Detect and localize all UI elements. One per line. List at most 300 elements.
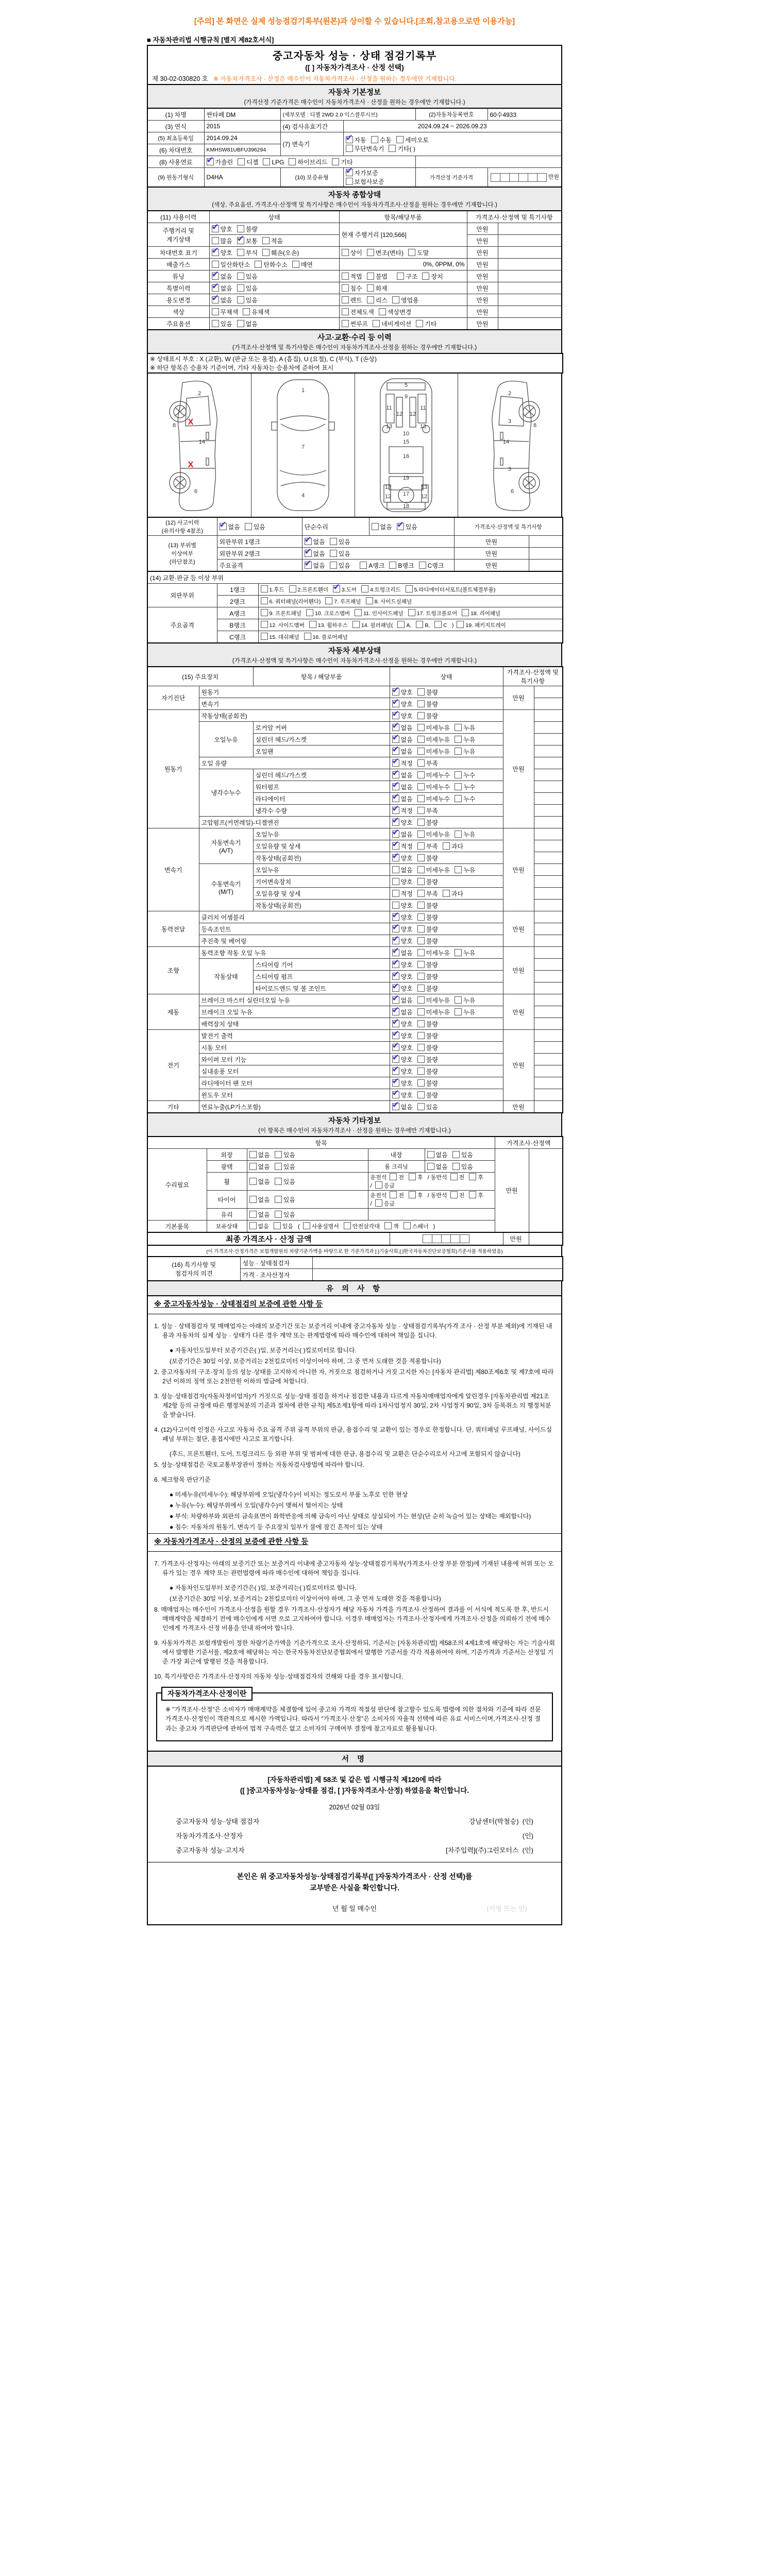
checkbox-unchecked[interactable]: B랭크 [389,561,414,570]
checkbox-unchecked[interactable]: 불량 [417,1091,438,1099]
cell [339,318,467,330]
rank-c: C랭크 [217,631,258,643]
checkbox-unchecked[interactable]: 불량 [417,1043,438,1052]
checkbox-unchecked[interactable]: 렌트 [342,296,362,304]
checkbox-unchecked[interactable]: 6. 쿼터패널(리어휀다) [261,597,321,605]
cell: 워터펌프 [253,781,390,793]
checkbox-unchecked[interactable]: 있음 [237,272,258,281]
sub-mt: 수동변속기 (M/T) [199,864,253,911]
checkbox-unchecked[interactable]: 있음 [452,1150,473,1159]
checkbox-unchecked[interactable]: 장치 [422,272,443,281]
checkbox-unchecked[interactable]: 도말 [408,248,429,257]
checkbox-checked[interactable]: ✔자가보증 [346,168,378,177]
blank-cell [498,247,562,259]
label-room-cleaning: 룸 크리닝 [368,1161,425,1173]
checkbox-unchecked[interactable]: 누유 [455,996,475,1005]
section-overall-header [147,187,562,211]
checkbox-checked[interactable]: ✔ 3.도어 [333,585,357,594]
checkbox-checked[interactable]: ✔ 양호 [392,1079,413,1088]
cell [390,1065,503,1077]
blank-cell [534,840,563,852]
checkbox-unchecked[interactable]: LPG [263,158,284,166]
blank-cell [534,1089,563,1101]
checkbox-checked[interactable]: ✔ 양호 [392,688,413,697]
checkbox-unchecked[interactable]: 누유 [455,747,475,756]
checkbox-unchecked[interactable]: 있음 [417,1103,438,1111]
checkbox-checked[interactable]: ✔ 양호 [392,960,413,969]
checkbox-checked[interactable]: ✔ 양호 [392,972,413,981]
checkbox-unchecked[interactable]: 1.후드 [261,585,284,594]
definition-box-body: ※ "가격조사·산정"은 소비자가 매매계약을 체결함에 있어 중고차 가격의 적절성 판단에 참고할수 있도록 법령에 의한 절차와 기준에 따라 전문 가격조사·산정인이 객관적으로 제시한 가액입니다. 따라서 "가격조사·산정"은 소비자의 자율적 선택에 따른 유료 서비스이며,가격조사·산정 결과는 중고차 가격판단에 관하여 법적 구속력은 없고 소비자의 구매여부 결정에 참고자료로 활용됩니다. [165,1705,541,1732]
checkbox-unchecked[interactable]: 불량 [417,700,438,708]
checkbox-unchecked[interactable]: 전 [450,1191,465,1199]
checkbox-checked[interactable]: ✔ 없음 [392,723,413,732]
text-fragment: ( [298,1224,300,1230]
checkbox-unchecked[interactable]: 적법 [342,272,362,281]
checkbox-unchecked[interactable]: 미세누수 [417,783,450,791]
checkbox-unchecked[interactable]: 없음 [249,1162,270,1171]
checkbox-unchecked[interactable]: 불량 [417,1067,438,1076]
signature-or-seal-hint: (서명 또는 인) [486,1904,527,1912]
checkbox-checked[interactable]: ✔양호 [212,225,232,233]
cell [390,769,503,781]
checkbox-unchecked[interactable]: 불량 [417,711,438,720]
checkbox-unchecked[interactable]: 전 [390,1173,404,1181]
checkbox-unchecked[interactable]: 미세누수 [417,771,450,779]
blank-cell [529,536,563,548]
checkbox-checked[interactable]: ✔ 양호 [392,1043,413,1052]
checkbox-unchecked[interactable]: 전 [390,1191,404,1199]
checkbox-unchecked[interactable]: 불법 [367,272,388,281]
checkbox-unchecked[interactable]: 있음 [237,284,258,293]
document-title: 중고자동차 성능 · 상태 점검기록부 [272,50,437,62]
checkbox-unchecked[interactable]: 있음 [212,319,232,328]
checkbox-unchecked[interactable]: 과다 [443,842,463,851]
checkbox-unchecked[interactable]: 무단변속기 [346,144,384,153]
checkbox-unchecked[interactable]: 미세누유 [417,747,450,756]
checkbox-unchecked[interactable]: 누유 [455,948,475,957]
panel-number: 9 [405,394,408,400]
checkbox-checked[interactable]: ✔ 없음 [212,284,232,293]
blank-cell [534,1006,563,1018]
checkbox-unchecked[interactable]: 기타( ) [389,144,415,153]
checkbox-checked[interactable]: ✔ 양호 [392,711,413,720]
checkbox-checked[interactable]: ✔ 없음 [392,1008,413,1016]
checkbox-unchecked[interactable]: 전 [450,1173,465,1181]
checkbox-unchecked[interactable]: 17. 트렁크플로어 [408,609,457,617]
checkbox-checked[interactable]: ✔ 적정 [392,806,413,815]
checkbox-unchecked[interactable]: 매연 [292,260,313,269]
checkbox-unchecked[interactable]: 기타 [332,158,352,166]
signer-value: 강남센터(박철승) [468,1817,519,1825]
checkbox-unchecked[interactable]: 7. 루프패널 [325,597,361,605]
checkbox-unchecked[interactable]: 미세누유 [417,866,450,874]
submodel-value: (세부모델 : 디젤 2WD 2.0 익스클루시브) [280,108,415,121]
base-price-boxes: 만원 [488,168,562,188]
cell: 와이퍼 모터 기능 [199,1054,390,1065]
section-other-header [147,1112,562,1137]
blank-cell [498,306,562,318]
precaution-paragraph: 2. 중고자동차의 구조·장치 등의 성능·상태를 고지하지 아니한 자, 거짓으로 점검하거나 거짓 고지한 자는 [자동차 관리법] 제80조제6호 및 제7호에 따라 2년 이하의 징역 또는 2천만원 이하의 벌금에 처합니다. [154,1368,554,1385]
checkbox-unchecked[interactable]: 부식 [237,248,258,257]
checkbox-unchecked[interactable]: 없음 [249,1150,270,1159]
checkbox-unchecked[interactable]: 있음 [275,1210,295,1219]
precautions-body [147,1295,562,1752]
checkbox-unchecked[interactable]: 13. 휠하우스 [309,621,348,629]
checkbox-unchecked[interactable]: 불량 [417,1079,438,1088]
checkbox-unchecked[interactable]: 누수 [455,783,475,791]
cell: 로커암 커버 [253,722,390,734]
cell [390,971,503,982]
checkbox-unchecked[interactable]: 유채색 [243,308,270,316]
section-title: 서 명 [341,1755,368,1764]
odometer-value: 현재 주행거리 [120,566] [339,223,467,247]
checkbox-unchecked[interactable]: 18. 리어패널 [462,609,500,617]
checkbox-checked[interactable]: ✔ 없음 [305,561,325,570]
checkbox-unchecked[interactable]: 불량 [417,960,438,969]
checkbox-unchecked[interactable]: 훼손(오손) [262,248,299,257]
checkbox-unchecked[interactable]: 미세누유 [417,1008,450,1016]
col-item-part: 항목 / 해당부품 [253,667,390,686]
checkbox-unchecked[interactable]: 불량 [417,688,438,697]
checkbox-checked[interactable]: ✔없음 [220,522,240,531]
cell: 만원 [503,1030,534,1101]
checkbox-checked[interactable]: ✔ 적정 [392,759,413,768]
label-simple-repair: 단순수리 [302,517,369,536]
panel-number: 14 [503,439,510,445]
checkbox-unchecked[interactable]: 10. 크로스멤버 [306,609,350,617]
checkbox-unchecked[interactable]: 미세누수 [417,794,450,803]
checkbox-checked[interactable]: ✔ 없음 [212,272,232,281]
checkbox-unchecked[interactable]: 후 [469,1191,483,1199]
checkbox-unchecked[interactable]: 14. 필러패널( [352,621,393,629]
checkbox-unchecked[interactable]: 안전삼각대 [344,1222,380,1230]
checkbox-unchecked[interactable]: A, [397,621,411,629]
checkbox-unchecked[interactable]: 2.프론트휀더 [289,585,328,594]
checkbox-unchecked[interactable]: 16. 플로어패널 [304,633,348,641]
checkbox-unchecked[interactable]: 누유 [455,830,475,839]
label-transmission: (7) 변속기 [280,132,343,156]
checkbox-checked[interactable]: ✔ 양호 [392,937,413,945]
cell: 오일 유량 [199,757,390,769]
rank-1: 1랭크 [217,584,258,596]
checkbox-unchecked[interactable]: 미세누유 [417,735,450,744]
checkbox-unchecked[interactable]: 썬루프 [342,319,368,328]
checkbox-unchecked[interactable]: 변조(변타) [367,248,404,257]
checkbox-unchecked[interactable]: 없음 [392,866,413,874]
cell: 만원 [495,1149,529,1233]
status-symbol-legend: ※ 상태표시 부호 : X (교환), W (판금 또는 용접), A (흠집), U (요철), C (부식), T (손상) ※ 하단 항목은 승용차 기준이며, 기타 자동차는 승용차에 준하여 표시 [147,353,563,373]
checkbox-unchecked[interactable]: 후 [409,1173,423,1181]
section-title: 유 의 사 항 [326,1285,383,1293]
checkbox-unchecked[interactable]: 부족 [417,842,438,851]
buyer-confirm-line1: 본인은 위 중고자동차성능·상태점검기록부([ ]자동차가격조사 · 산정 선택)를 [237,1872,473,1880]
section-basic-info-header [147,84,562,109]
overall-condition-table [147,210,562,330]
checkbox-unchecked[interactable]: 불량 [417,972,438,981]
checkbox-unchecked[interactable]: 적정 [392,889,413,898]
checkbox-checked[interactable]: ✔ 없음 [212,296,232,304]
checkbox-unchecked[interactable]: 디젤 [238,158,258,166]
checkbox-unchecked[interactable]: 영업용 [392,296,419,304]
checkbox-checked[interactable]: ✔ 없음 [392,948,413,957]
checkbox-unchecked[interactable]: 불량 [417,1031,438,1040]
checkbox-checked[interactable]: ✔ 양호 [392,984,413,993]
checkbox-checked[interactable]: ✔ 보통 [237,236,258,245]
checkbox-unchecked[interactable]: 구조 [397,272,417,281]
buyer-date-line: 년 월 일 매수인 [332,1904,377,1912]
blank-cell [534,1042,563,1054]
checkbox-unchecked[interactable]: 19. 패키지트레이 [457,621,506,629]
checkbox-unchecked[interactable]: 보험사보증 [346,177,384,186]
checkbox-unchecked[interactable]: 있음 [275,1177,295,1186]
cell [390,710,503,722]
checkbox-unchecked[interactable]: 없음 [237,319,258,328]
checkbox-unchecked[interactable]: 미세누유 [417,996,450,1005]
checkbox-unchecked[interactable]: 없음 [249,1222,269,1230]
label-engine-type: (9) 원동기형식 [147,168,204,188]
checkbox-checked[interactable]: ✔ 양호 [392,925,413,934]
checkbox-unchecked[interactable]: 세미오토 [396,135,429,144]
checkbox-checked[interactable]: ✔ 없음 [392,771,413,779]
panel-number: 3 [508,466,512,472]
blank-cell [534,698,563,710]
checkbox-checked[interactable]: ✔ 양호 [392,1031,413,1040]
checkbox-unchecked[interactable]: 스패너 [404,1222,429,1230]
checkbox-unchecked[interactable]: 불량 [237,225,258,233]
checkbox-checked[interactable]: ✔ 없음 [392,996,413,1005]
cell [390,935,503,947]
cell: 만원 [467,306,498,318]
checkbox-checked[interactable]: ✔ 양호 [392,700,413,708]
checkbox-checked[interactable]: ✔ 양호 [212,248,232,257]
checkbox-unchecked[interactable]: 불량 [417,818,438,827]
checkbox-checked[interactable]: ✔ 양호 [392,913,413,922]
checkbox-unchecked[interactable]: 불량 [417,1020,438,1028]
checkbox-unchecked[interactable]: 색상변경 [379,308,411,316]
checkbox-unchecked[interactable]: 불량 [417,984,438,993]
checkbox-unchecked[interactable]: 15. 대쉬패널 [261,633,299,641]
cell: 만원 [503,710,534,828]
checkbox-unchecked[interactable]: 탄화수소 [255,260,287,269]
checkbox-unchecked[interactable]: 후 [469,1173,483,1181]
blank-cell [534,935,563,947]
blank-cell [529,548,563,560]
checkbox-checked[interactable]: ✔ 양호 [392,854,413,862]
checkbox-unchecked[interactable]: 무채색 [212,308,239,316]
checkbox-unchecked[interactable]: 전체도색 [342,308,374,316]
signer-role: 자동차가격조사·산정자 [176,1832,243,1840]
precaution-paragraph: ● 누유(누수): 해당부위에서 오일(냉각수)이 맺혀서 떨어지는 상태 [170,1501,343,1509]
checkbox-unchecked[interactable]: 8. 사이드실패널 [366,597,412,605]
checkbox-unchecked[interactable]: 침수 [342,284,362,293]
checkbox-unchecked[interactable]: 없음 [427,1162,448,1171]
blank-cell [534,994,563,1006]
cell: 만원 [454,548,529,560]
checkbox-unchecked[interactable]: 누수 [455,771,475,779]
col-status: 상태 [390,667,503,686]
checkbox-checked[interactable]: ✔ 없음 [392,735,413,744]
checkbox-unchecked[interactable]: 누유 [455,1008,475,1016]
checkbox-checked[interactable]: ✔ 가솔린 [207,158,233,166]
checkbox-unchecked[interactable]: 불량 [417,937,438,945]
checkbox-unchecked[interactable]: 리스 [367,296,388,304]
precaution-paragraph: 3. 성능·상태점검자(자동차정비업자)가 거짓으로 성능·상태 점검을 하거나 점검한 내용과 다르게 자동차매매업자에게 알린경우 [자동차관리법 제21조제2항 등의 규정에 따른 행정처분의 기준과 절차에 관한 규칙] 제5조제1항에 따라 1차사업정지 30일, 2차 사업정지 90일, 3차 등록취소 의 행정처분을 받습니다. [154,1392,551,1418]
checkbox-unchecked[interactable]: 수동 [371,135,392,144]
checkbox-unchecked[interactable]: 누유 [455,735,475,744]
checkbox-checked[interactable]: ✔ 양호 [392,1020,413,1028]
cell [217,517,302,536]
checkbox-checked[interactable]: ✔ 없음 [305,549,325,558]
cell: 브레이크 오일 누유 [199,1006,390,1018]
signer-row [176,1816,533,1826]
checkbox-checked[interactable]: ✔ 있음 [397,522,417,531]
checkbox-unchecked[interactable]: 있음 [274,1222,293,1230]
cell [390,698,503,710]
cell [425,1161,495,1173]
checkbox-unchecked[interactable]: 불량 [417,854,438,862]
signature-law-line1: [자동차관리법] 제 58조 및 같은 법 시행규칙 제120에 따라 [267,1776,442,1784]
col-price-remarks: 가격조사·산정액 및 특기사항 [503,667,563,686]
checkbox-unchecked[interactable]: 미세누유 [417,948,450,957]
precaution-paragraph: ● 미세누유(미세누수): 해당부위에 오일(냉각수)이 비치는 정도로서 부품 노후로 인한 현상 [170,1490,408,1498]
checkbox-unchecked[interactable]: 불량 [417,877,438,886]
checkbox-unchecked[interactable]: 응급 [375,1181,395,1190]
checkbox-unchecked[interactable]: 누수 [455,794,475,803]
checkbox-unchecked[interactable]: 불량 [417,925,438,934]
checkbox-unchecked[interactable]: C랭크 [419,561,444,570]
checkbox-checked[interactable]: ✔ 없음 [392,783,413,791]
checkbox-unchecked[interactable]: 기타 [416,319,436,328]
checkbox-unchecked[interactable]: 사용설명서 [303,1222,339,1230]
checkbox-unchecked[interactable]: 일산화탄소 [212,260,250,269]
section-note: (이 항목은 매수인이 자동차가격조사 · 산정을 원하는 경우에만 기재합니다.) [258,1128,451,1134]
blank-cell [498,235,562,247]
cell [209,282,339,294]
checkbox-unchecked[interactable]: 있음 [275,1162,295,1171]
cell [339,306,467,318]
first-reg-value: 2014.09.24 [204,132,280,144]
cell [368,1173,495,1191]
precaution-paragraph: 1. 성능 · 상태점검자 및 매매업자는 아래의 보증기간 또는 보증거리 이내에 중고자동차 성능 · 상태점검기록부(가격 조사 · 산정 부분 제외)에 기재된 내용과 자동차의 실제 성능 · 상태가 다른 경우 계약 또는 관계법령에 따라 매수인에 대하여 책임을 집니다. [154,1322,552,1339]
cell: 만원 [454,560,529,572]
blank-cell [534,710,563,722]
checkbox-unchecked[interactable]: 네비게이션 [373,319,411,328]
checkbox-unchecked[interactable]: 있음 [237,296,258,304]
checkbox-unchecked[interactable]: 양호 [392,901,413,910]
checkbox-checked[interactable]: ✔ 양호 [392,818,413,827]
cell [390,1042,503,1054]
checkbox-unchecked[interactable]: 누유 [455,866,475,874]
blank-cell [368,1209,495,1221]
status-symbols-table [147,353,562,374]
checkbox-checked[interactable]: ✔ 없음 [392,1103,413,1111]
cell [209,259,339,270]
checkbox-checked[interactable]: ✔ 양호 [392,1067,413,1076]
checkbox-unchecked[interactable]: 없음 [249,1210,270,1219]
checkbox-unchecked[interactable]: 미세누유 [417,723,450,732]
fuel-options [204,156,415,168]
checkbox-unchecked[interactable]: 12. 사이드멤버 [261,621,305,629]
checkbox-unchecked[interactable]: 없음 [427,1150,448,1159]
section-title: 사고·교환·수리 등 이력 [317,334,392,342]
checkbox-unchecked[interactable]: 4.트렁크리드 [361,585,400,594]
checkbox-checked[interactable]: ✔ 없음 [305,537,325,546]
checkbox-unchecked[interactable]: 있음 [330,549,350,558]
checkbox-checked[interactable]: ✔ 없음 [392,830,413,839]
label-tire: 타이어 [207,1191,247,1209]
checkbox-unchecked[interactable]: 과다 [443,889,463,898]
inspector-opinion-value [312,1257,563,1269]
checkbox-unchecked[interactable]: 양호 [392,877,413,886]
checkbox-unchecked[interactable]: 11. 인사이드패널 [355,609,404,617]
checkbox-unchecked[interactable]: 있음 [275,1195,295,1204]
checkbox-checked[interactable]: ✔자동 [346,135,366,144]
checkbox-unchecked[interactable]: 누유 [455,723,475,732]
checkbox-unchecked[interactable]: 화재 [367,284,388,293]
checkbox-unchecked[interactable]: 미세누유 [417,830,450,839]
group-electrical: 전기 [147,1030,199,1101]
checkbox-checked[interactable]: ✔ 적정 [392,842,413,851]
checkbox-unchecked[interactable]: 잭 [384,1222,399,1230]
checkbox-unchecked[interactable]: 있음 [452,1162,473,1171]
checkbox-unchecked[interactable]: 후 [409,1191,423,1199]
checkbox-unchecked[interactable]: 9. 프론트패널 [261,609,301,617]
checkbox-unchecked[interactable]: 없음 [249,1177,270,1186]
blank-cell [534,923,563,935]
cell [339,270,467,282]
checkbox-unchecked[interactable]: 없음 [372,522,392,531]
checkbox-unchecked[interactable]: 상이 [342,248,362,257]
checkbox-unchecked[interactable]: 있음 [275,1150,295,1159]
checkbox-unchecked[interactable]: A랭크 [360,561,384,570]
checkbox-unchecked[interactable]: C [434,621,447,629]
blank-cell [529,560,563,572]
label-reg-no: (2)자동차등록번호 [415,108,488,121]
cell [390,722,503,734]
checkbox-unchecked[interactable]: 있음 [330,561,350,570]
checkbox-unchecked[interactable]: 하이브리드 [289,158,327,166]
col-price-remarks: 가격조사·산정액 및 특기사항 [467,211,562,223]
cell [302,560,454,572]
checkbox-checked[interactable]: ✔ 없음 [392,747,413,756]
checkbox-unchecked[interactable]: 많음 [212,236,232,245]
group-self-diagnosis: 자기진단 [147,686,199,710]
checkbox-unchecked[interactable]: B, [416,621,430,629]
checkbox-unchecked[interactable]: 5.라디에이터서포트(볼트체결부품) [406,585,496,594]
cell [390,1006,503,1018]
checkbox-unchecked[interactable]: 응급 [375,1199,395,1208]
checkbox-checked[interactable]: ✔ 양호 [392,1091,413,1099]
blank-cell [534,805,563,817]
cell [258,619,563,631]
checkbox-unchecked[interactable]: 적음 [262,236,283,245]
cell [390,900,503,911]
checkbox-checked[interactable]: ✔ 없음 [392,794,413,803]
checkbox-unchecked[interactable]: 불량 [417,913,438,922]
checkbox-unchecked[interactable]: 불량 [417,1055,438,1064]
checkbox-unchecked[interactable]: 있음 [245,522,265,531]
checkbox-checked[interactable]: ✔ 양호 [392,1055,413,1064]
group-transmission: 변속기 [147,828,199,911]
checkbox-unchecked[interactable]: 부족 [417,889,438,898]
checkbox-unchecked[interactable]: 불량 [417,901,438,910]
checkbox-unchecked[interactable]: 부족 [417,759,438,768]
checkbox-unchecked[interactable]: 없음 [249,1195,270,1204]
precaution-paragraph: ● 부식: 차량하부와 외판의 금속표면이 화학반응에 의해 금속이 아닌 상태로 상실되어 가는 현상(단 순히 녹슬어 있는 상태는 제외합니다) [170,1512,531,1520]
checkbox-unchecked[interactable]: 있음 [330,537,350,546]
checkbox-unchecked[interactable]: 부족 [417,806,438,815]
